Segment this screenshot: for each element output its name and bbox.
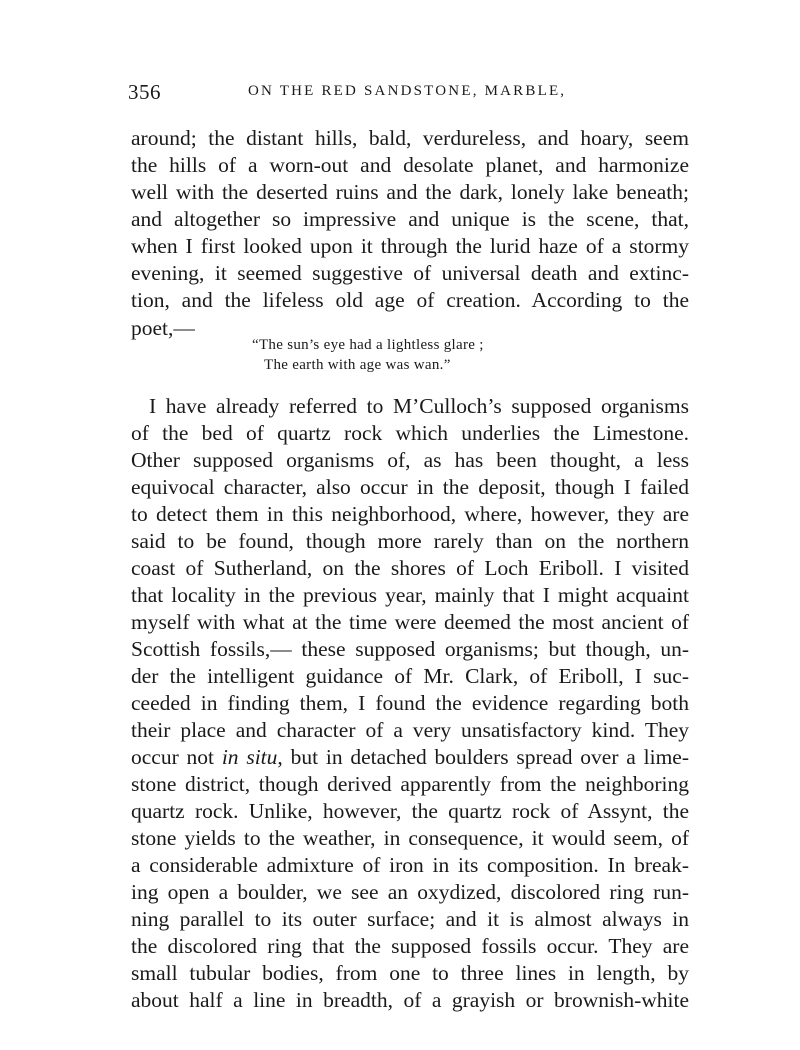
poem-line: The earth with age was wan.”: [264, 357, 451, 373]
text-line: their place and character of a very unsatisfactory kind. They: [131, 718, 689, 742]
text-segment: , but in detached boulders spread over a lime-: [277, 745, 689, 769]
italic-phrase: in situ: [221, 745, 278, 769]
text-line: evening, it seemed suggestive of universal death and extinc-: [131, 261, 689, 285]
text-line: poet,—: [131, 316, 195, 340]
running-title: ON THE RED SANDSTONE, MARBLE,: [248, 83, 567, 99]
text-line: well with the deserted ruins and the dark, lonely lake beneath;: [131, 180, 689, 204]
text-line: that locality in the previous year, mainly that I might acquaint: [131, 583, 689, 607]
text-line: the hills of a worn-out and desolate planet, and harmonize: [131, 153, 689, 177]
text-segment: occur not: [131, 745, 215, 769]
text-line: ceeded in finding them, I found the evidence regarding both: [131, 691, 689, 715]
text-line: myself with what at the time were deemed the most ancient of: [131, 610, 689, 634]
text-line: ning parallel to its outer surface; and it is almost always in: [131, 907, 689, 931]
text-line: Scottish fossils,— these supposed organisms; but though, un-: [131, 637, 689, 661]
text-line: of the bed of quartz rock which underlies the Limestone.: [131, 421, 689, 445]
text-line: a considerable admixture of iron in its composition. In break-: [131, 853, 689, 877]
text-line: to detect them in this neighborhood, where, however, they are: [131, 502, 689, 526]
text-line: said to be found, though more rarely than on the northern: [131, 529, 689, 553]
text-line: around; the distant hills, bald, verdureless, and hoary, seem: [131, 126, 689, 150]
running-head: [128, 80, 688, 110]
text-line: equivocal character, also occur in the deposit, though I failed: [131, 475, 689, 499]
text-line: der the intelligent guidance of Mr. Clark, of Eriboll, I suc-: [131, 664, 689, 688]
text-line: ing open a boulder, we see an oxydized, discolored ring run-: [131, 880, 689, 904]
text-line: stone yields to the weather, in consequence, it would seem, of: [131, 826, 689, 850]
text-line-with-italic: [131, 744, 689, 771]
poem-line: “The sun’s eye had a lightless glare ;: [252, 337, 484, 353]
text-line: and altogether so impressive and unique is the scene, that,: [131, 207, 689, 231]
text-line: I have already referred to M’Culloch’s supposed organisms: [149, 394, 689, 418]
text-line: the discolored ring that the supposed fossils occur. They are: [131, 934, 689, 958]
text-line: stone district, though derived apparently from the neighboring: [131, 772, 689, 796]
text-line: when I first looked upon it through the lurid haze of a stormy: [131, 234, 689, 258]
text-line: quartz rock. Unlike, however, the quartz rock of Assynt, the: [131, 799, 689, 823]
text-line: Other supposed organisms of, as has been thought, a less: [131, 448, 689, 472]
text-line: about half a line in breadth, of a grayish or brownish-white: [131, 988, 689, 1012]
text-line: small tubular bodies, from one to three lines in length, by: [131, 961, 689, 985]
text-line: tion, and the lifeless old age of creation. According to the: [131, 288, 689, 312]
page-number: 356: [128, 80, 161, 104]
text-line: coast of Sutherland, on the shores of Loch Eriboll. I visited: [131, 556, 689, 580]
